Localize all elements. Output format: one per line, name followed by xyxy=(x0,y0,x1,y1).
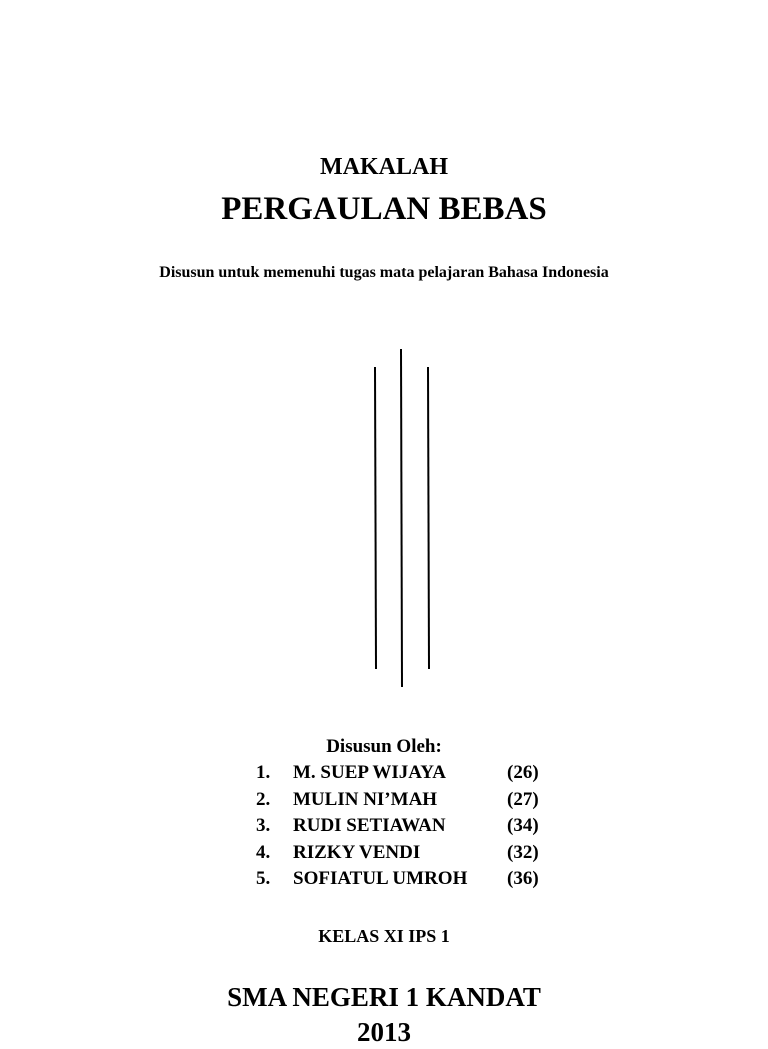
author-roll-number: (34) xyxy=(507,815,539,836)
author-item xyxy=(0,840,768,867)
author-item xyxy=(0,866,768,893)
author-name: MULIN NI’MAH xyxy=(293,788,438,810)
author-item xyxy=(0,760,768,787)
author-roll-number: (27) xyxy=(507,788,539,810)
document-subtitle: Disusun untuk memenuhi tugas mata pelajaran Bahasa Indonesia xyxy=(159,264,609,281)
author-number: 3. xyxy=(256,815,271,836)
vertical-lines-ornament xyxy=(360,345,440,695)
authors-heading: Disusun Oleh: xyxy=(326,736,442,757)
document-title: PERGAULAN BEBAS xyxy=(221,191,547,227)
ornament-line-center xyxy=(401,349,402,687)
author-number: 4. xyxy=(256,841,271,863)
class-label: KELAS XI IPS 1 xyxy=(318,926,450,946)
ornament-line-left xyxy=(375,367,376,669)
author-item xyxy=(0,787,768,814)
document-type: MAKALAH xyxy=(320,154,448,180)
author-roll-number: (36) xyxy=(507,868,539,889)
ornament-line-right xyxy=(428,367,429,669)
author-number: 5. xyxy=(256,868,271,889)
author-name: M. SUEP WIJAYA xyxy=(293,762,446,783)
author-list xyxy=(0,760,768,893)
author-name: RIZKY VENDI xyxy=(293,841,421,863)
author-roll-number: (32) xyxy=(507,841,539,863)
author-number: 1. xyxy=(256,762,271,783)
author-item xyxy=(0,813,768,840)
author-number: 2. xyxy=(256,788,271,810)
author-name: RUDI SETIAWAN xyxy=(293,815,446,836)
year-text: 2013 xyxy=(357,1017,411,1047)
author-name: SOFIATUL UMROH xyxy=(293,868,468,889)
school-name: SMA NEGERI 1 KANDAT xyxy=(227,982,541,1012)
author-roll-number: (26) xyxy=(507,762,539,783)
